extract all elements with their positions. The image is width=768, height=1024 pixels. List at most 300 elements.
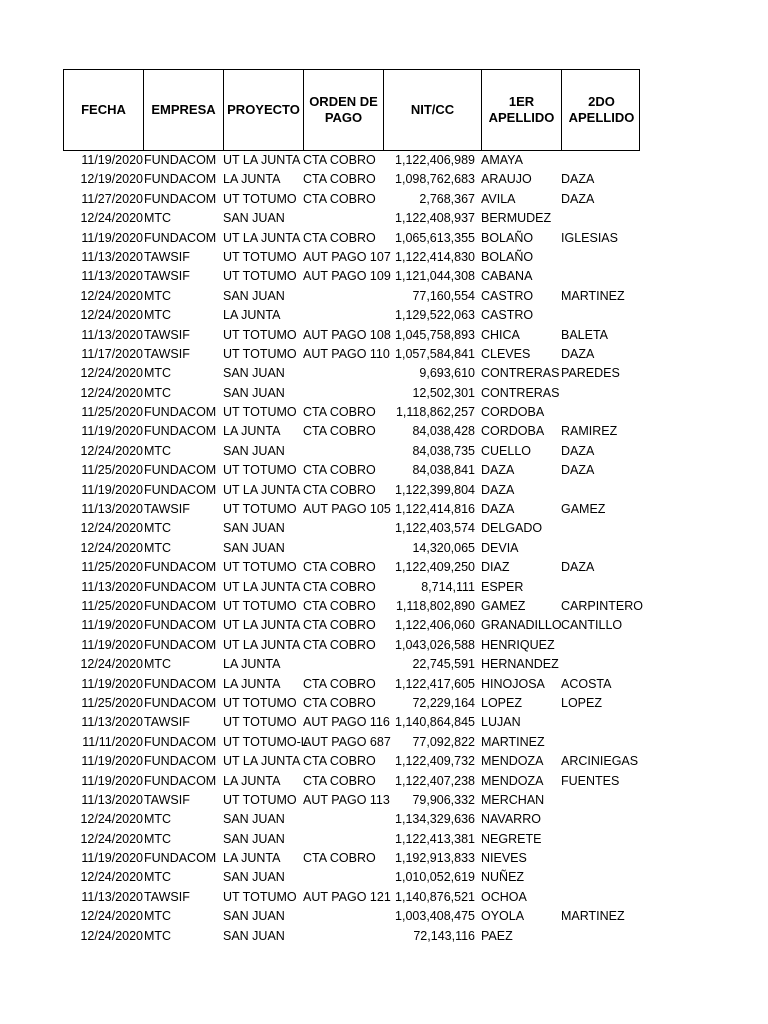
cell-empresa: TAWSIF xyxy=(144,269,190,284)
cell-nit-cc: 1,122,414,830 xyxy=(395,249,475,264)
cell-orden-pago: AUT PAGO 110 xyxy=(303,346,390,361)
cell-apellido1: MENDOZA xyxy=(481,773,544,788)
table-row xyxy=(0,190,768,209)
table-row xyxy=(0,636,768,655)
cell-proyecto: SAN JUAN xyxy=(223,928,285,943)
cell-fecha: 11/19/2020 xyxy=(81,153,143,167)
table-body xyxy=(0,151,768,946)
cell-orden-pago: CTA COBRO xyxy=(303,618,376,633)
cell-proyecto: UT LA JUNTA xyxy=(223,637,301,652)
cell-apellido1: BERMUDEZ xyxy=(481,211,552,226)
cell-empresa: FUNDACOM xyxy=(144,754,217,769)
cell-apellido1: BOLAÑO xyxy=(481,230,534,245)
cell-apellido1: NAVARRO xyxy=(481,812,541,827)
cell-empresa: FUNDACOM xyxy=(144,230,217,245)
cell-proyecto: SAN JUAN xyxy=(223,366,285,381)
table-row xyxy=(0,539,768,558)
cell-apellido1: LOPEZ xyxy=(481,695,522,710)
cell-empresa: FUNDACOM xyxy=(144,618,217,633)
table-row xyxy=(0,422,768,441)
cell-proyecto: LA JUNTA xyxy=(223,424,281,439)
cell-fecha: 12/24/2020 xyxy=(80,385,143,400)
cell-apellido2: MARTINEZ xyxy=(561,909,625,924)
cell-nit-cc: 1,057,584,841 xyxy=(395,346,475,361)
cell-orden-pago: AUT PAGO 121 xyxy=(303,889,391,904)
cell-fecha: 12/24/2020 xyxy=(80,540,143,555)
table-row xyxy=(0,151,768,170)
cell-apellido1: AMAYA xyxy=(481,153,523,167)
table-row xyxy=(0,578,768,597)
table-row xyxy=(0,713,768,732)
cell-nit-cc: 1,122,409,250 xyxy=(395,560,475,575)
cell-proyecto: UT TOTUMO xyxy=(223,560,297,575)
cell-orden-pago: CTA COBRO xyxy=(303,637,376,652)
cell-apellido2: DAZA xyxy=(561,172,595,187)
cell-apellido2: ACOSTA xyxy=(561,676,612,691)
cell-apellido2: IGLESIAS xyxy=(561,230,618,245)
cell-nit-cc: 1,122,406,060 xyxy=(395,618,475,633)
cell-fecha: 12/24/2020 xyxy=(80,870,143,885)
table-row xyxy=(0,364,768,383)
cell-apellido2: PAREDES xyxy=(561,366,620,381)
cell-empresa: MTC xyxy=(144,366,172,381)
table-row xyxy=(0,267,768,286)
cell-fecha: 11/25/2020 xyxy=(81,463,143,478)
cell-empresa: TAWSIF xyxy=(144,327,190,342)
cell-apellido1: CHICA xyxy=(481,327,520,342)
cell-proyecto: UT LA JUNTA xyxy=(223,618,301,633)
cell-orden-pago: AUT PAGO 116 xyxy=(303,715,390,730)
cell-orden-pago: AUT PAGO 109 xyxy=(303,269,391,284)
cell-apellido1: CUELLO xyxy=(481,443,532,458)
cell-fecha: 11/25/2020 xyxy=(81,695,143,710)
cell-apellido1: MENDOZA xyxy=(481,754,544,769)
cell-empresa: FUNDACOM xyxy=(144,172,217,187)
cell-fecha: 11/25/2020 xyxy=(81,405,143,420)
cell-orden-pago: CTA COBRO xyxy=(303,405,376,420)
cell-proyecto: UT LA JUNTA xyxy=(223,579,301,594)
cell-apellido2: CARPINTERO xyxy=(561,598,643,613)
cell-apellido1: NIEVES xyxy=(481,851,527,866)
cell-orden-pago: CTA COBRO xyxy=(303,560,376,575)
cell-proyecto: LA JUNTA xyxy=(223,676,281,691)
cell-empresa: FUNDACOM xyxy=(144,579,217,594)
cell-empresa: MTC xyxy=(144,385,172,400)
cell-apellido2: LOPEZ xyxy=(561,695,602,710)
cell-empresa: FUNDACOM xyxy=(144,463,217,478)
cell-apellido1: OCHOA xyxy=(481,889,527,904)
cell-fecha: 11/13/2020 xyxy=(81,269,143,284)
cell-empresa: MTC xyxy=(144,812,172,827)
cell-proyecto: UT LA JUNTA xyxy=(223,482,301,497)
table-row xyxy=(0,733,768,752)
cell-fecha: 11/13/2020 xyxy=(81,579,143,594)
cell-apellido1: DEVIA xyxy=(481,540,519,555)
table-row xyxy=(0,616,768,635)
cell-nit-cc: 72,229,164 xyxy=(412,695,475,710)
cell-nit-cc: 1,118,802,890 xyxy=(395,598,475,613)
cell-apellido1: CLEVES xyxy=(481,346,531,361)
cell-nit-cc: 1,043,026,588 xyxy=(395,637,475,652)
header-nit-cc: NIT/CC xyxy=(384,70,482,150)
cell-fecha: 12/24/2020 xyxy=(80,443,143,458)
cell-nit-cc: 1,122,406,989 xyxy=(395,153,475,167)
cell-fecha: 12/24/2020 xyxy=(80,211,143,226)
cell-proyecto: UT TOTUMO xyxy=(223,598,297,613)
cell-proyecto: LA JUNTA xyxy=(223,851,281,866)
cell-apellido2: RAMIREZ xyxy=(561,424,618,439)
cell-apellido1: DIAZ xyxy=(481,560,510,575)
cell-fecha: 12/24/2020 xyxy=(80,288,143,303)
cell-empresa: FUNDACOM xyxy=(144,153,217,167)
cell-proyecto: UT TOTUMO xyxy=(223,405,297,420)
cell-apellido1: CASTRO xyxy=(481,288,534,303)
cell-proyecto: SAN JUAN xyxy=(223,443,285,458)
cell-orden-pago: CTA COBRO xyxy=(303,230,376,245)
cell-apellido1: CORDOBA xyxy=(481,405,545,420)
cell-nit-cc: 1,122,417,605 xyxy=(395,676,475,691)
table-row xyxy=(0,927,768,946)
cell-empresa: FUNDACOM xyxy=(144,424,217,439)
cell-proyecto: UT TOTUMO xyxy=(223,249,297,264)
cell-empresa: MTC xyxy=(144,870,172,885)
cell-empresa: FUNDACOM xyxy=(144,637,217,652)
cell-fecha: 11/25/2020 xyxy=(81,598,143,613)
cell-empresa: FUNDACOM xyxy=(144,191,217,206)
table-row xyxy=(0,597,768,616)
cell-proyecto: UT TOTUMO xyxy=(223,327,297,342)
cell-proyecto: UT TOTUMO xyxy=(223,191,297,206)
cell-fecha: 11/19/2020 xyxy=(81,773,143,788)
cell-proyecto: LA JUNTA xyxy=(223,773,281,788)
cell-orden-pago: CTA COBRO xyxy=(303,773,376,788)
table-row xyxy=(0,675,768,694)
table-row xyxy=(0,306,768,325)
cell-proyecto: LA JUNTA xyxy=(223,172,281,187)
cell-fecha: 11/13/2020 xyxy=(81,715,143,730)
cell-apellido1: CABANA xyxy=(481,269,533,284)
cell-proyecto: LA JUNTA xyxy=(223,308,281,323)
table-row xyxy=(0,810,768,829)
table-row xyxy=(0,907,768,926)
cell-fecha: 11/19/2020 xyxy=(81,230,143,245)
cell-proyecto: SAN JUAN xyxy=(223,211,285,226)
cell-apellido2: MARTINEZ xyxy=(561,288,625,303)
cell-proyecto: UT TOTUMO xyxy=(223,346,297,361)
cell-apellido1: HINOJOSA xyxy=(481,676,545,691)
cell-proyecto: SAN JUAN xyxy=(223,385,285,400)
cell-apellido1: ESPER xyxy=(481,579,524,594)
cell-orden-pago: CTA COBRO xyxy=(303,754,376,769)
table-header xyxy=(63,69,640,151)
cell-proyecto: SAN JUAN xyxy=(223,831,285,846)
cell-empresa: MTC xyxy=(144,657,172,672)
cell-fecha: 12/24/2020 xyxy=(80,366,143,381)
cell-apellido1: HENRIQUEZ xyxy=(481,637,555,652)
table-row xyxy=(0,209,768,228)
cell-fecha: 11/11/2020 xyxy=(82,734,143,749)
cell-proyecto: UT LA JUNTA xyxy=(223,153,301,167)
cell-orden-pago: CTA COBRO xyxy=(303,424,376,439)
table-row xyxy=(0,888,768,907)
cell-nit-cc: 1,134,329,636 xyxy=(395,812,475,827)
cell-fecha: 11/19/2020 xyxy=(81,676,143,691)
table-row xyxy=(0,326,768,345)
cell-empresa: FUNDACOM xyxy=(144,405,217,420)
cell-empresa: TAWSIF xyxy=(144,792,190,807)
cell-orden-pago: CTA COBRO xyxy=(303,191,376,206)
cell-nit-cc: 1,140,876,521 xyxy=(395,889,475,904)
cell-apellido2: DAZA xyxy=(561,346,595,361)
cell-fecha: 11/19/2020 xyxy=(81,482,143,497)
cell-proyecto: UT TOTUMO xyxy=(223,502,297,517)
cell-fecha: 11/13/2020 xyxy=(81,792,143,807)
cell-apellido1: CASTRO xyxy=(481,308,534,323)
cell-orden-pago: AUT PAGO 107 xyxy=(303,249,391,264)
cell-orden-pago: CTA COBRO xyxy=(303,172,376,187)
cell-empresa: TAWSIF xyxy=(144,346,190,361)
cell-nit-cc: 1,122,408,937 xyxy=(395,211,475,226)
cell-orden-pago: CTA COBRO xyxy=(303,482,376,497)
cell-apellido1: CONTRERAS xyxy=(481,366,560,381)
cell-nit-cc: 1,098,762,683 xyxy=(395,172,475,187)
cell-empresa: FUNDACOM xyxy=(144,676,217,691)
cell-apellido1: NEGRETE xyxy=(481,831,542,846)
cell-nit-cc: 77,160,554 xyxy=(412,288,475,303)
cell-apellido2: DAZA xyxy=(561,463,595,478)
cell-apellido1: HERNANDEZ xyxy=(481,657,559,672)
cell-nit-cc: 1,122,413,381 xyxy=(395,831,475,846)
table-row xyxy=(0,694,768,713)
cell-apellido1: BOLAÑO xyxy=(481,249,534,264)
cell-fecha: 11/19/2020 xyxy=(81,851,143,866)
cell-empresa: MTC xyxy=(144,443,172,458)
cell-empresa: FUNDACOM xyxy=(144,598,217,613)
cell-fecha: 11/13/2020 xyxy=(81,889,143,904)
table-row xyxy=(0,170,768,189)
cell-nit-cc: 2,768,367 xyxy=(419,191,475,206)
cell-nit-cc: 1,118,862,257 xyxy=(395,405,475,420)
cell-fecha: 11/19/2020 xyxy=(81,754,143,769)
cell-empresa: FUNDACOM xyxy=(144,851,217,866)
cell-fecha: 12/24/2020 xyxy=(80,812,143,827)
cell-apellido1: GRANADILLO xyxy=(481,618,562,633)
cell-nit-cc: 1,121,044,308 xyxy=(395,269,475,284)
cell-proyecto: SAN JUAN xyxy=(223,288,285,303)
cell-apellido1: AVILA xyxy=(481,191,516,206)
cell-nit-cc: 1,192,913,833 xyxy=(395,851,475,866)
cell-apellido1: OYOLA xyxy=(481,909,525,924)
cell-nit-cc: 77,092,822 xyxy=(412,734,475,749)
cell-nit-cc: 1,122,414,816 xyxy=(395,502,475,517)
cell-nit-cc: 1,140,864,845 xyxy=(395,715,475,730)
table-row xyxy=(0,830,768,849)
cell-apellido2: DAZA xyxy=(561,560,595,575)
table-row xyxy=(0,791,768,810)
cell-nit-cc: 84,038,735 xyxy=(412,443,475,458)
cell-nit-cc: 1,003,408,475 xyxy=(395,909,475,924)
cell-proyecto: UT TOTUMO xyxy=(223,695,297,710)
cell-empresa: MTC xyxy=(144,288,172,303)
cell-nit-cc: 1,045,758,893 xyxy=(395,327,475,342)
cell-nit-cc: 9,693,610 xyxy=(419,366,475,381)
cell-proyecto: UT TOTUMO xyxy=(223,792,297,807)
header-proyecto: PROYECTO xyxy=(224,70,304,150)
cell-apellido2: CANTILLO xyxy=(561,618,623,633)
cell-apellido2: ARCINIEGAS xyxy=(561,754,639,769)
cell-orden-pago: CTA COBRO xyxy=(303,676,376,691)
cell-orden-pago: CTA COBRO xyxy=(303,598,376,613)
cell-orden-pago: CTA COBRO xyxy=(303,695,376,710)
cell-apellido1: GAMEZ xyxy=(481,598,526,613)
cell-orden-pago: CTA COBRO xyxy=(303,153,376,167)
table-row xyxy=(0,461,768,480)
cell-apellido1: MARTINEZ xyxy=(481,734,545,749)
cell-orden-pago: AUT PAGO 108 xyxy=(303,327,391,342)
table-row xyxy=(0,772,768,791)
cell-nit-cc: 1,129,522,063 xyxy=(395,308,475,323)
cell-empresa: FUNDACOM xyxy=(144,734,217,749)
cell-orden-pago: AUT PAGO 687 xyxy=(303,734,391,749)
header-orden-pago: ORDEN DE PAGO xyxy=(304,70,384,150)
cell-empresa: FUNDACOM xyxy=(144,695,217,710)
cell-nit-cc: 79,906,332 xyxy=(412,792,475,807)
cell-apellido1: CONTRERAS xyxy=(481,385,560,400)
table-row xyxy=(0,384,768,403)
cell-nit-cc: 14,320,065 xyxy=(412,540,475,555)
cell-proyecto: SAN JUAN xyxy=(223,540,285,555)
cell-empresa: FUNDACOM xyxy=(144,482,217,497)
cell-fecha: 12/24/2020 xyxy=(80,928,143,943)
cell-proyecto: UT TOTUMO xyxy=(223,269,297,284)
cell-fecha: 11/19/2020 xyxy=(81,637,143,652)
table-row xyxy=(0,849,768,868)
cell-empresa: MTC xyxy=(144,540,172,555)
cell-nit-cc: 12,502,301 xyxy=(412,385,475,400)
cell-orden-pago: CTA COBRO xyxy=(303,851,376,866)
cell-apellido2: DAZA xyxy=(561,443,595,458)
cell-apellido2: FUENTES xyxy=(561,773,620,788)
table-row xyxy=(0,655,768,674)
cell-apellido1: PAEZ xyxy=(481,928,513,943)
cell-proyecto: UT TOTUMO-L xyxy=(223,734,308,749)
header-apellido1: 1ER APELLIDO xyxy=(482,70,562,150)
table-row xyxy=(0,752,768,771)
cell-nit-cc: 1,010,052,619 xyxy=(395,870,475,885)
cell-fecha: 12/24/2020 xyxy=(80,831,143,846)
cell-proyecto: UT TOTUMO xyxy=(223,715,297,730)
cell-empresa: TAWSIF xyxy=(144,502,190,517)
table-row xyxy=(0,519,768,538)
table-row xyxy=(0,558,768,577)
table-row xyxy=(0,287,768,306)
cell-nit-cc: 1,122,399,804 xyxy=(395,482,475,497)
cell-nit-cc: 22,745,591 xyxy=(412,657,475,672)
header-apellido2: 2DO APELLIDO xyxy=(568,94,635,125)
cell-apellido1: DAZA xyxy=(481,482,515,497)
cell-proyecto: SAN JUAN xyxy=(223,521,285,536)
cell-proyecto: LA JUNTA xyxy=(223,657,281,672)
table-row xyxy=(0,403,768,422)
cell-fecha: 11/13/2020 xyxy=(81,502,143,517)
cell-fecha: 11/13/2020 xyxy=(81,249,143,264)
cell-empresa: MTC xyxy=(144,308,172,323)
table-row xyxy=(0,229,768,248)
cell-orden-pago: CTA COBRO xyxy=(303,463,376,478)
table-row xyxy=(0,481,768,500)
cell-fecha: 11/13/2020 xyxy=(81,327,143,342)
cell-fecha: 12/24/2020 xyxy=(80,521,143,536)
cell-empresa: MTC xyxy=(144,831,172,846)
cell-orden-pago: CTA COBRO xyxy=(303,579,376,594)
cell-apellido1: MERCHAN xyxy=(481,792,545,807)
cell-empresa: MTC xyxy=(144,909,172,924)
cell-proyecto: UT LA JUNTA xyxy=(223,230,301,245)
cell-orden-pago: AUT PAGO 105 xyxy=(303,502,391,517)
cell-apellido1: DELGADO xyxy=(481,521,543,536)
cell-empresa: MTC xyxy=(144,928,172,943)
cell-proyecto: SAN JUAN xyxy=(223,870,285,885)
cell-fecha: 11/27/2020 xyxy=(81,191,143,206)
cell-proyecto: SAN JUAN xyxy=(223,812,285,827)
cell-orden-pago: AUT PAGO 113 xyxy=(303,792,390,807)
cell-fecha: 12/24/2020 xyxy=(80,308,143,323)
table-row xyxy=(0,442,768,461)
cell-apellido2: BALETA xyxy=(561,327,609,342)
cell-proyecto: SAN JUAN xyxy=(223,909,285,924)
cell-empresa: FUNDACOM xyxy=(144,560,217,575)
cell-nit-cc: 84,038,841 xyxy=(412,463,475,478)
cell-empresa: FUNDACOM xyxy=(144,773,217,788)
cell-apellido2: GAMEZ xyxy=(561,502,606,517)
header-empresa: EMPRESA xyxy=(144,70,224,150)
cell-nit-cc: 1,065,613,355 xyxy=(395,230,475,245)
cell-nit-cc: 1,122,409,732 xyxy=(395,754,475,769)
cell-nit-cc: 1,122,407,238 xyxy=(395,773,475,788)
cell-nit-cc: 8,714,111 xyxy=(421,579,475,594)
table-row xyxy=(0,345,768,364)
table-row xyxy=(0,868,768,887)
table-row xyxy=(0,500,768,519)
cell-apellido1: NUÑEZ xyxy=(481,870,525,885)
cell-apellido1: DAZA xyxy=(481,463,515,478)
table-row xyxy=(0,248,768,267)
cell-empresa: MTC xyxy=(144,211,172,226)
cell-fecha: 12/19/2020 xyxy=(80,172,143,187)
cell-apellido1: ARAUJO xyxy=(481,172,532,187)
cell-fecha: 11/19/2020 xyxy=(81,424,143,439)
cell-empresa: TAWSIF xyxy=(144,715,190,730)
cell-fecha: 12/24/2020 xyxy=(80,909,143,924)
cell-fecha: 12/24/2020 xyxy=(80,657,143,672)
cell-nit-cc: 72,143,116 xyxy=(413,928,475,943)
cell-fecha: 11/19/2020 xyxy=(81,618,143,633)
cell-empresa: TAWSIF xyxy=(144,249,190,264)
cell-fecha: 11/17/2020 xyxy=(81,346,143,361)
cell-apellido1: LUJAN xyxy=(481,715,521,730)
cell-apellido1: CORDOBA xyxy=(481,424,545,439)
cell-nit-cc: 84,038,428 xyxy=(412,424,475,439)
cell-fecha: 11/25/2020 xyxy=(81,560,143,575)
cell-empresa: MTC xyxy=(144,521,172,536)
cell-proyecto: UT TOTUMO xyxy=(223,889,297,904)
cell-proyecto: UT LA JUNTA xyxy=(223,754,301,769)
cell-apellido2: DAZA xyxy=(561,191,595,206)
header-fecha: FECHA xyxy=(64,70,144,150)
cell-proyecto: UT TOTUMO xyxy=(223,463,297,478)
cell-empresa: TAWSIF xyxy=(144,889,190,904)
cell-apellido1: DAZA xyxy=(481,502,515,517)
